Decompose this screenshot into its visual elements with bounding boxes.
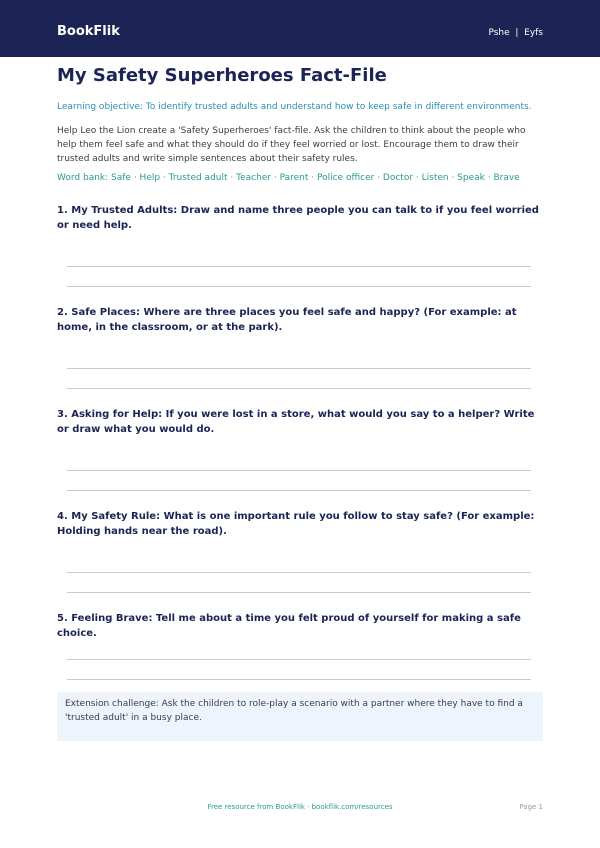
answer-line	[67, 368, 531, 369]
header-bar	[0, 0, 600, 57]
answer-line	[67, 490, 531, 491]
answer-line	[67, 388, 531, 389]
word-bank: Word bank: Safe · Help · Trusted adult · Teacher · Parent · Police officer · Doctor · Listen · Speak · Brave	[57, 173, 520, 183]
question-text: 3. Asking for Help: If you were lost in a store, what would you say to a helper? Write or draw what you would do.	[57, 409, 535, 435]
intro-text: Help Leo the Lion create a 'Safety Superheroes' fact-file. Ask the children to think about the people who help them feel safe and what they should do if they feel worried or lost. Encourage them to draw their trusted adults and write simple sentences about their safety rules.	[57, 126, 526, 164]
question-5	[57, 611, 543, 641]
subject-tags: Pshe | Eyfs	[488, 28, 543, 38]
question-3	[57, 407, 543, 437]
question-2	[57, 305, 543, 335]
question-text: 5. Feeling Brave: Tell me about a time you felt proud of yourself for making a safe choice.	[57, 613, 521, 639]
question-4	[57, 509, 543, 539]
question-text: 4. My Safety Rule: What is one important rule you follow to stay safe? (For example: Holding hands near the road).	[57, 511, 535, 537]
question-text: 2. Safe Places: Where are three places you feel safe and happy? (For example: at home, in the classroom, or at the park).	[57, 307, 517, 333]
answer-line	[67, 592, 531, 593]
footer-text[interactable]: Free resource from BookFlik · bookflik.com/resources	[207, 803, 393, 811]
page-title: My Safety Superheroes Fact-File	[57, 65, 387, 86]
learning-objective: Learning objective: To identify trusted adults and understand how to keep safe in different environments.	[57, 102, 532, 112]
brand-logo[interactable]: BookFlik	[57, 24, 120, 39]
answer-line	[67, 470, 531, 471]
question-1	[57, 203, 543, 233]
extension-challenge-box	[57, 692, 543, 741]
question-text: 1. My Trusted Adults: Draw and name three people you can talk to if you feel worried or need help.	[57, 205, 539, 231]
extension-challenge-text: Extension challenge: Ask the children to role-play a scenario with a partner where they have to find a 'trusted adult' in a busy place.	[65, 699, 523, 723]
answer-line	[67, 679, 531, 680]
answer-line	[67, 266, 531, 267]
answer-line	[67, 286, 531, 287]
answer-line	[67, 572, 531, 573]
page-number: Page 1	[519, 803, 543, 811]
answer-line	[67, 659, 531, 660]
